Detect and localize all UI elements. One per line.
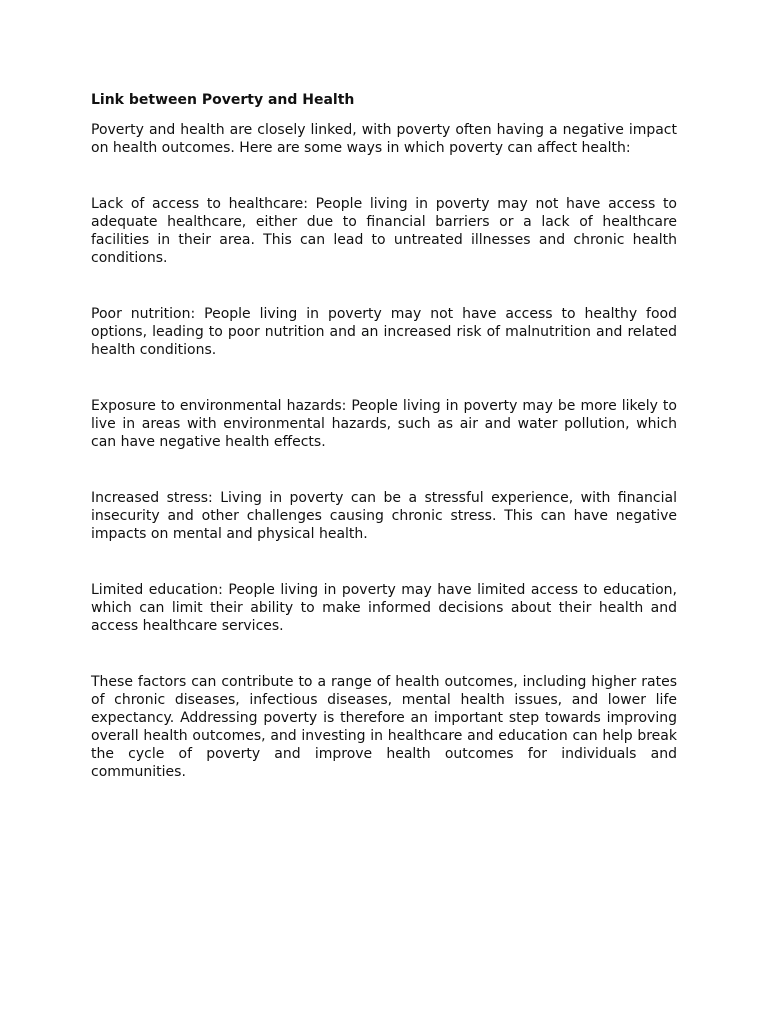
paragraph-education: Limited education: People living in poverty may have limited access to education, which can limit their ability to make informed decisions about their health and access healthcare services.	[91, 582, 677, 634]
paragraph-spacer	[91, 543, 677, 581]
paragraph-stress: Increased stress: Living in poverty can be a stressful experience, with financial insecurity and other challenges causing chronic stress. This can have negative impacts on mental and physical health.	[91, 490, 677, 542]
paragraph-spacer	[91, 267, 677, 305]
paragraph-spacer	[91, 359, 677, 397]
paragraph-environmental-hazards: Exposure to environmental hazards: People living in poverty may be more likely to live in areas with environmental hazards, such as air and water pollution, which can have negative health effects.	[91, 398, 677, 450]
intro-paragraph: Poverty and health are closely linked, with poverty often having a negative impact on health outcomes. Here are some ways in which poverty can affect health:	[91, 122, 677, 156]
paragraph-spacer	[91, 451, 677, 489]
document-body	[91, 89, 677, 781]
paragraph-conclusion: These factors can contribute to a range of health outcomes, including higher rates of chronic diseases, infectious diseases, mental health issues, and lower life expectancy. Addressing poverty is therefore an important step towards improving overall health outcomes, and investing in healthcare and education can help break the cycle of poverty and improve health outcomes for individuals and communities.	[91, 674, 677, 780]
paragraph-spacer	[91, 635, 677, 673]
paragraph-nutrition: Poor nutrition: People living in poverty may not have access to healthy food options, leading to poor nutrition and an increased risk of malnutrition and related health conditions.	[91, 306, 677, 358]
paragraph-spacer	[91, 157, 677, 195]
document-title: Link between Poverty and Health	[91, 92, 355, 108]
paragraph-healthcare-access: Lack of access to healthcare: People living in poverty may not have access to adequate healthcare, either due to financial barriers or a lack of healthcare facilities in their area. This can lead to untreated illnesses and chronic health conditions.	[91, 196, 677, 266]
